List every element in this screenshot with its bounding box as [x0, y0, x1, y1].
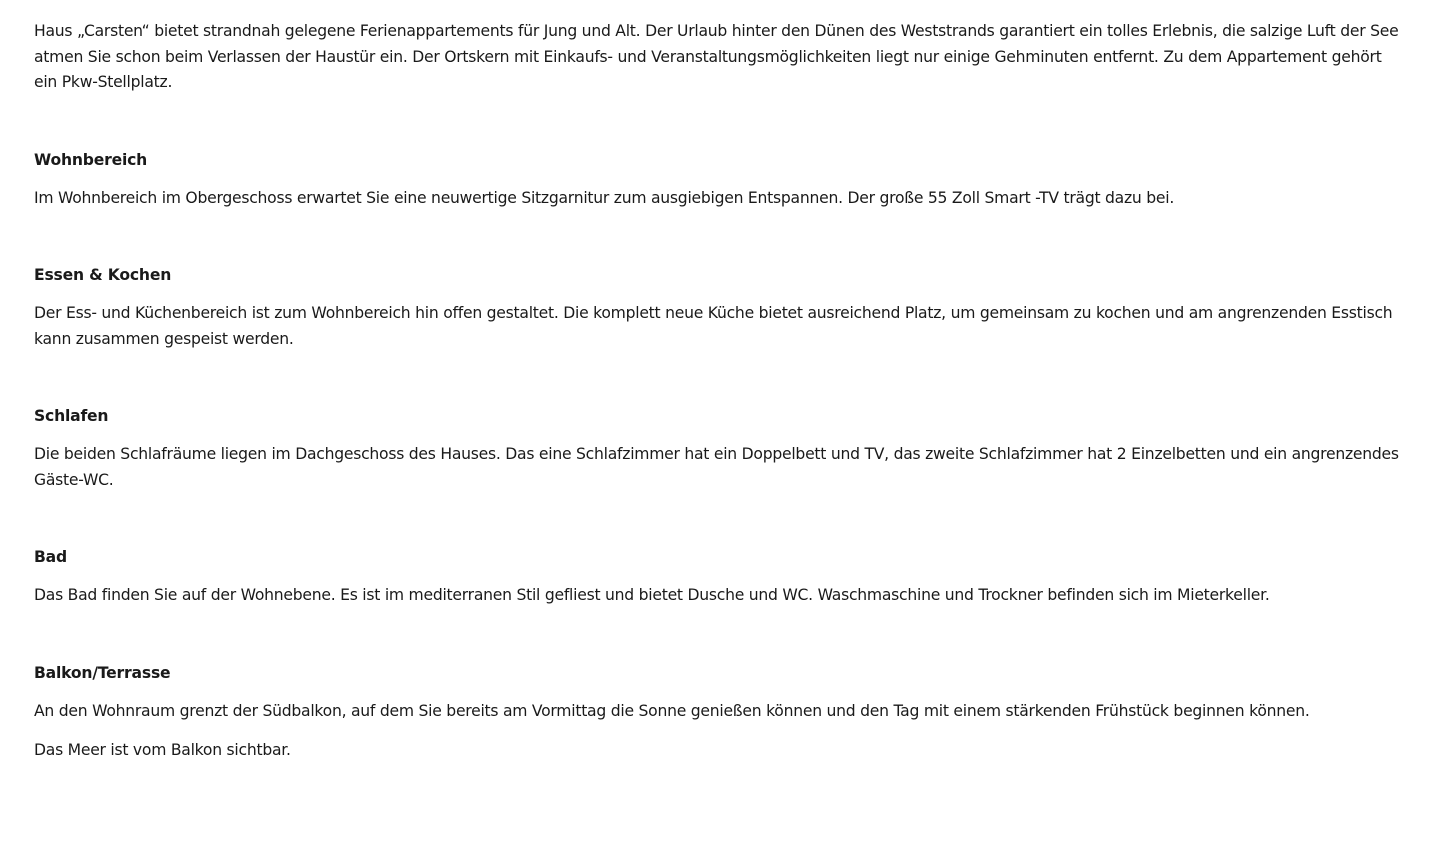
section-title-wohnbereich: Wohnbereich — [34, 150, 148, 169]
section-text-balkon-meerblick: Das Meer ist vom Balkon sichtbar. — [34, 741, 291, 759]
section-text-schlafen: Die beiden Schlafräume liegen im Dachgeschoss des Hauses. Das eine Schlafzimmer hat ein Doppelbett und TV, das zweite Schlafzimmer hat 2 Einzelbetten und ein angrenzendes Gäste-WC. — [34, 445, 1399, 489]
section-title-schlafen: Schlafen — [34, 407, 109, 425]
section-text-essen-kochen: Der Ess- und Küchenbereich ist zum Wohnbereich hin offen gestaltet. Die komplett neue Küche bietet ausreichend Platz, um gemeinsam zu kochen und am angrenzenden Esstisch kann zusammen gespeist werden. — [34, 304, 1393, 348]
section-text-bad: Das Bad finden Sie auf der Wohnebene. Es ist im mediterranen Stil gefliest und bietet Dusche und WC. Waschmaschine und Trockner befinden sich im Mieterkeller. — [34, 586, 1270, 604]
section-title-balkon-terrasse: Balkon/Terrasse — [34, 663, 171, 682]
section-bad — [34, 546, 1404, 609]
section-schlafen — [34, 405, 1404, 493]
section-text-balkon-terrasse: An den Wohnraum grenzt der Südbalkon, auf dem Sie bereits am Vormittag die Sonne genießen können und den Tag mit einem stärkenden Frühstück beginnen können. — [34, 701, 1310, 720]
section-wohnbereich — [34, 149, 1404, 212]
intro-paragraph: Haus „Carsten“ bietet strandnah gelegene Ferienappartements für Jung und Alt. Der Urlaub hinter den Dünen des Weststrands garantiert ein tolles Erlebnis, die salzige Luft der See atmen Sie schon beim Verlassen der Haustür ein. Der Ortskern mit Einkaufs- und Veranstaltungsmöglichkeiten liegt nur einige Gehminuten entfernt. Zu dem Appartement gehört ein Pkw-Stellplatz. — [34, 22, 1399, 91]
section-title-bad: Bad — [34, 548, 67, 566]
section-essen-kochen — [34, 264, 1404, 352]
section-title-essen-kochen: Essen & Kochen — [34, 266, 172, 284]
section-balkon-terrasse — [34, 662, 1404, 764]
section-text-wohnbereich: Im Wohnbereich im Obergeschoss erwartet Sie eine neuwertige Sitzgarnitur zum ausgiebigen Entspannen. Der große 55 Zoll Smart -TV trägt dazu bei. — [34, 188, 1175, 207]
